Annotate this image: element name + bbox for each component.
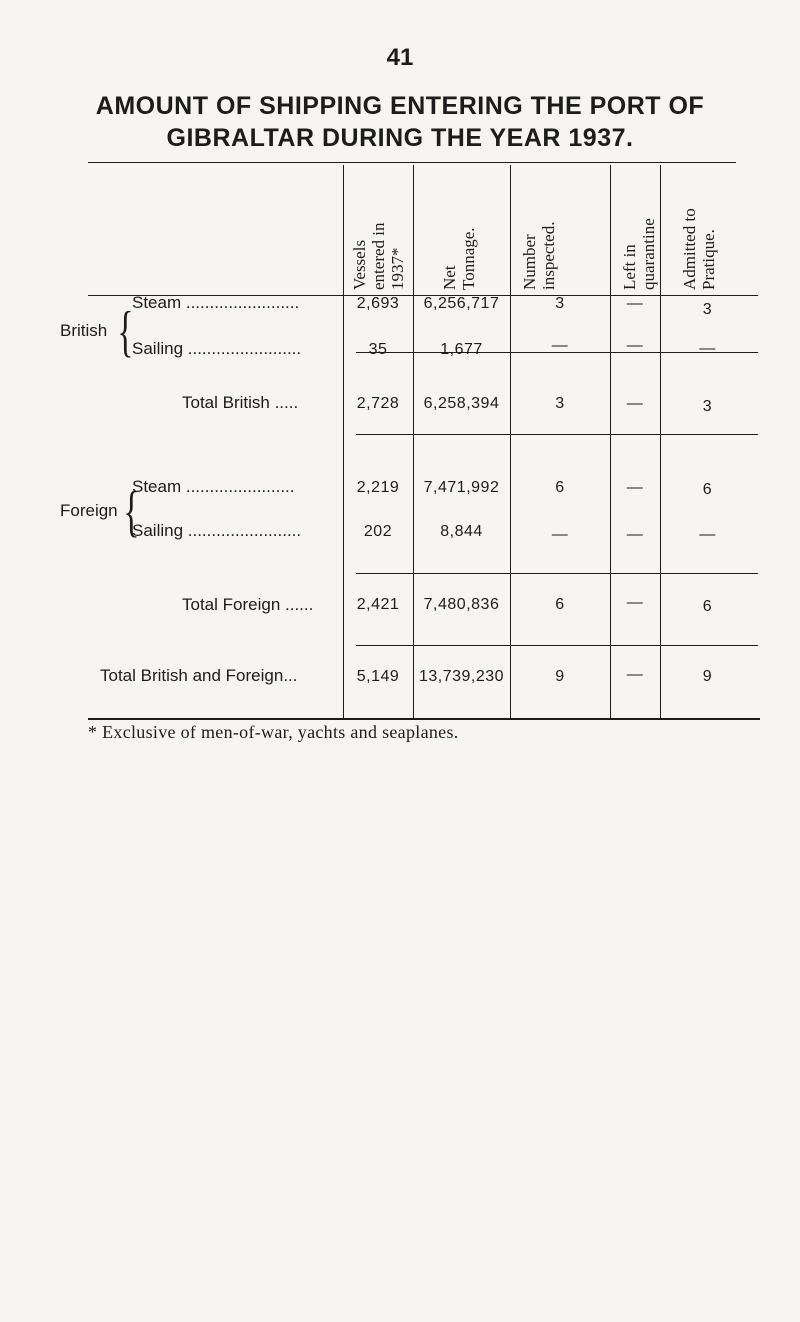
cell-net-tonnage: 7,480,836 [423, 596, 500, 613]
col-divider-3 [510, 165, 511, 718]
footnote: * Exclusive of men-of-war, yachts and seaplanes. [88, 722, 459, 742]
cell-admitted-to-pratique: 6 [702, 481, 713, 498]
col-divider-1 [343, 165, 344, 718]
row-label-foreign-steam: Steam ....................... [132, 477, 295, 496]
cell-number-inspected: 3 [555, 395, 565, 412]
cell-net-tonnage: 6,258,394 [423, 395, 500, 412]
brace-foreign: { [123, 481, 140, 543]
cell-number-inspected: — [551, 526, 569, 543]
cell-left-in-quarantine: — [626, 395, 644, 412]
group-label-foreign: Foreign [60, 501, 118, 520]
cell-vessels: 2,693 [356, 295, 400, 312]
british-total-rule [356, 434, 758, 435]
cell-vessels: 2,728 [356, 395, 400, 412]
cell-admitted-to-pratique: 6 [702, 598, 713, 615]
cell-net-tonnage: 13,739,230 [418, 668, 505, 685]
col-divider-4 [610, 165, 611, 718]
cell-left-in-quarantine: — [626, 666, 644, 683]
row-label-total-british-and-foreign: Total British and Foreign... [100, 666, 298, 685]
cell-left-in-quarantine: — [626, 295, 644, 312]
cell-admitted-to-pratique: — [699, 340, 716, 357]
cell-number-inspected: 3 [555, 295, 565, 312]
cell-left-in-quarantine: — [626, 594, 644, 611]
group-label-british: British [60, 321, 108, 340]
cell-number-inspected: 6 [555, 596, 565, 613]
row-label-foreign-sailing: Sailing ........................ [132, 521, 302, 540]
cell-net-tonnage: 1,677 [440, 341, 483, 358]
cell-number-inspected: 6 [555, 479, 565, 496]
cell-net-tonnage: 6,256,717 [423, 295, 500, 312]
page-title [0, 90, 800, 154]
brace-british: { [117, 301, 134, 363]
foreign-subtotal-rule [356, 573, 758, 574]
cell-vessels: 2,219 [356, 479, 400, 496]
table-bottom-rule [88, 718, 760, 720]
col-divider-2 [413, 165, 414, 718]
cell-number-inspected: 9 [555, 668, 565, 685]
foreign-total-rule [356, 645, 758, 646]
cell-admitted-to-pratique: 3 [702, 398, 713, 415]
table-top-rule [88, 162, 736, 163]
cell-vessels: 5,149 [356, 668, 400, 685]
cell-number-inspected: — [551, 337, 569, 354]
title-line-1: AMOUNT OF SHIPPING ENTERING THE PORT OF [95, 92, 705, 120]
cell-left-in-quarantine: — [626, 337, 644, 354]
row-label-total-british: Total British ..... [182, 393, 299, 412]
cell-net-tonnage: 7,471,992 [423, 479, 500, 496]
row-label-british-steam: Steam ........................ [132, 293, 300, 312]
cell-left-in-quarantine: — [626, 479, 644, 496]
row-label-british-sailing: Sailing ........................ [132, 339, 302, 358]
cell-net-tonnage: 8,844 [440, 523, 483, 540]
cell-admitted-to-pratique: 3 [702, 301, 713, 318]
col-divider-5 [660, 165, 661, 718]
page-number: 41 [386, 44, 414, 71]
cell-vessels: 202 [363, 523, 393, 540]
row-label-total-foreign: Total Foreign ...... [182, 595, 314, 614]
cell-admitted-to-pratique: 9 [702, 668, 713, 685]
cell-admitted-to-pratique: — [699, 526, 716, 543]
cell-left-in-quarantine: — [626, 526, 644, 543]
cell-vessels: 2,421 [356, 596, 400, 613]
title-line-2: GIBRALTAR DURING THE YEAR 1937. [166, 124, 634, 152]
cell-vessels: 35 [368, 341, 388, 358]
